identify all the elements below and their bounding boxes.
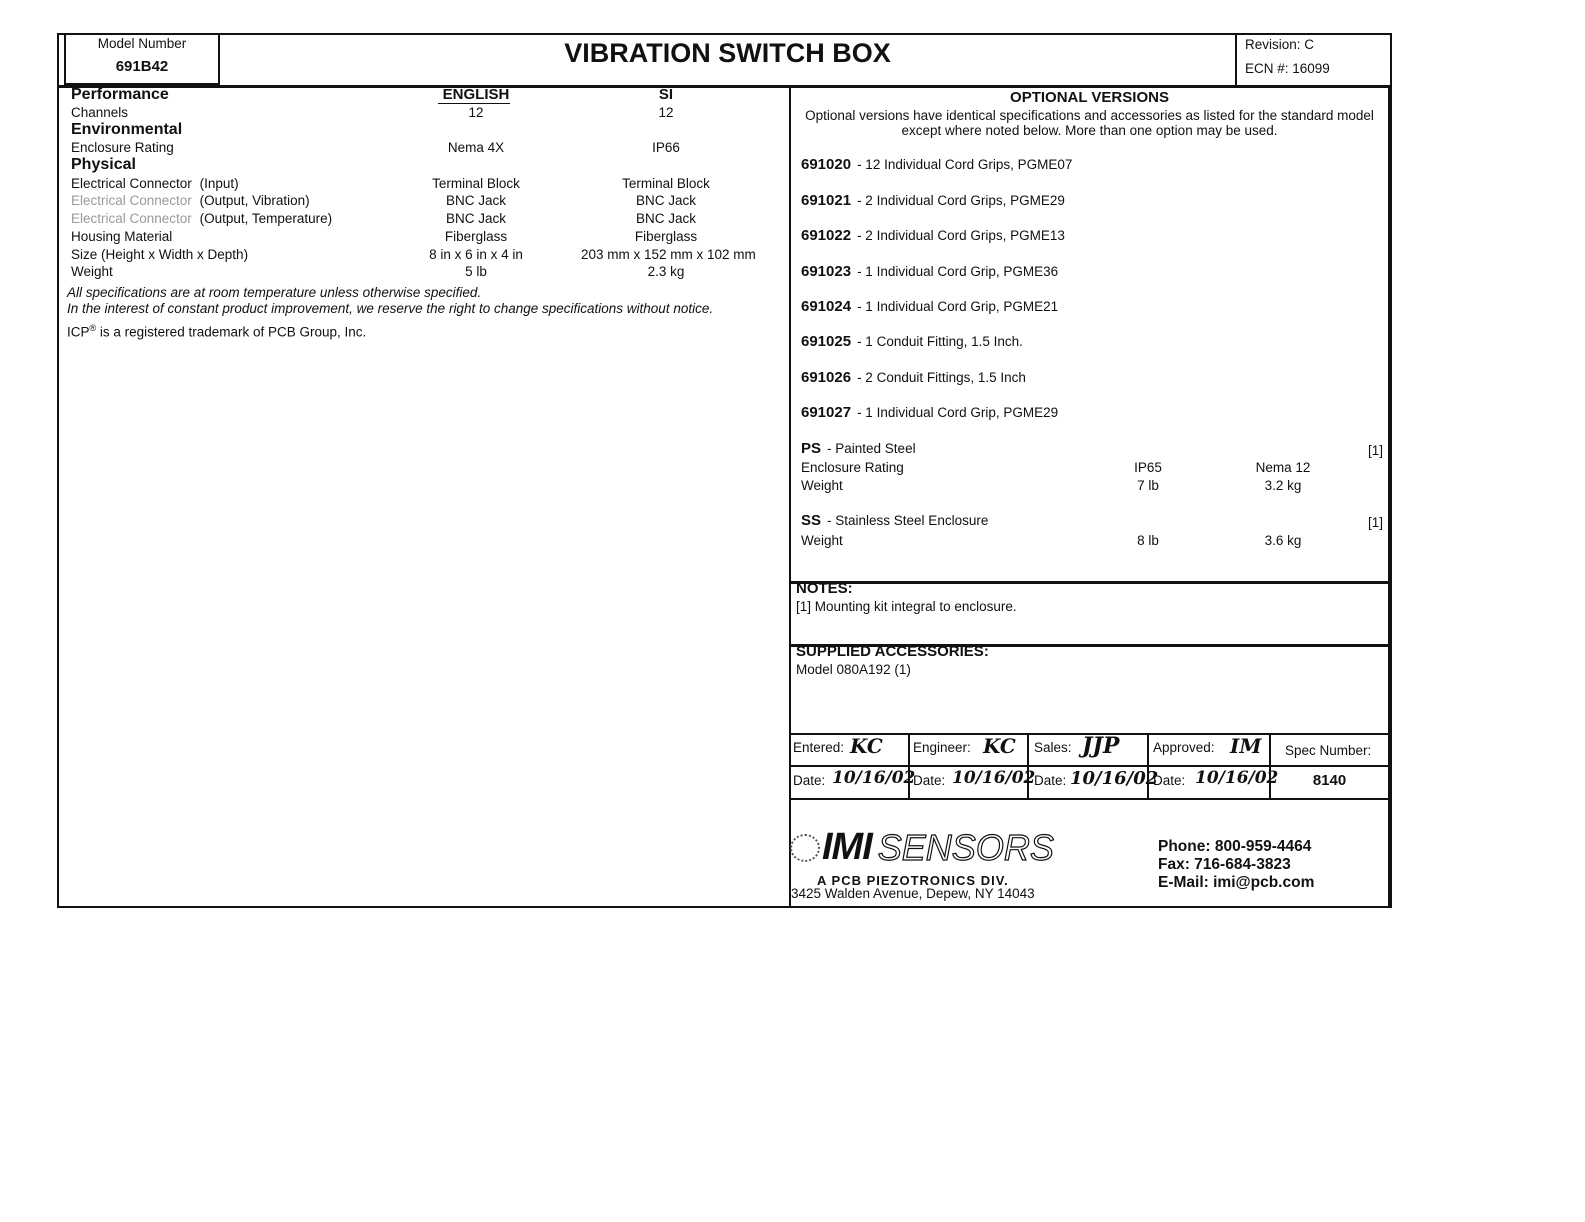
document-title: VIBRATION SWITCH BOX xyxy=(564,38,891,68)
engineer-signature: KC xyxy=(983,734,1016,758)
model-number-label: Model Number xyxy=(97,36,187,51)
trademark-note xyxy=(67,323,366,340)
option-code: 691026 xyxy=(801,369,852,386)
spec-si-value: 2.3 kg xyxy=(647,264,685,279)
option-ss-row-english: 8 lb xyxy=(1137,533,1159,548)
option-code: 691025 xyxy=(801,333,852,350)
company-email: E-Mail: imi@pcb.com xyxy=(1158,874,1315,891)
document-frame xyxy=(57,33,1392,908)
spec-label-suffix: (Input) xyxy=(199,176,239,191)
spec-label-faded: Electrical Connector xyxy=(71,193,192,208)
spec-label: Size (Height x Width x Depth) xyxy=(71,247,249,262)
note-item: [1] Mounting kit integral to enclosure. xyxy=(796,599,1017,614)
option-desc: - 2 Individual Cord Grips, PGME29 xyxy=(857,193,1065,208)
trademark-text: is a registered trademark of PCB Group, Inc. xyxy=(96,324,367,340)
spec-si-value: 12 xyxy=(658,105,674,120)
spec-label: Enclosure Rating xyxy=(71,140,174,155)
ecn-number: ECN #: 16099 xyxy=(1245,61,1330,76)
spec-number-label: Spec Number: xyxy=(1285,743,1372,758)
english-underline xyxy=(438,103,510,104)
option-code: SS xyxy=(801,512,822,529)
accessories-title: SUPPLIED ACCESSORIES: xyxy=(796,643,989,660)
spec-label: Electrical Connector xyxy=(71,176,192,191)
spec-label: Housing Material xyxy=(71,229,173,244)
logo-sensors: SENSORS xyxy=(877,826,1054,868)
spec-english-value: 5 lb xyxy=(465,264,487,279)
spec-english-value: 12 xyxy=(468,105,484,120)
optional-intro-line1: Optional versions have identical specifications and accessories as listed for the standard model xyxy=(805,108,1374,123)
spec-note-improvement: In the interest of constant product improvement, we reserve the right to change specifications without notice. xyxy=(67,301,714,316)
date-label-4: Date: xyxy=(1153,773,1186,788)
option-code: 691021 xyxy=(801,192,852,209)
company-division: A PCB PIEZOTRONICS DIV. xyxy=(817,873,1009,888)
date-value-1: 10/16/02 xyxy=(832,768,916,788)
company-fax: Fax: 716-684-3823 xyxy=(1158,856,1291,873)
approved-label: Approved: xyxy=(1153,740,1215,755)
sales-signature: JJP xyxy=(1082,733,1120,759)
option-ps-row-label: Enclosure Rating xyxy=(801,460,904,475)
option-desc: - 1 Individual Cord Grip, PGME29 xyxy=(857,405,1059,420)
option-note-ref: [1] xyxy=(1368,515,1384,530)
company-phone: Phone: 800-959-4464 xyxy=(1158,838,1312,855)
spec-si-value: BNC Jack xyxy=(635,193,696,208)
option-item-691025 xyxy=(801,333,1023,350)
signoff-mid-rule xyxy=(789,765,1390,767)
section-environmental: Environmental xyxy=(71,121,183,138)
option-item-691023 xyxy=(801,263,1058,280)
date-value-3: 10/16/02 xyxy=(1070,768,1159,789)
spec-row-housing-material xyxy=(71,229,791,247)
option-ps-row-si: 3.2 kg xyxy=(1264,478,1302,493)
option-item-ss xyxy=(801,512,988,529)
option-ss-row-label: Weight xyxy=(801,533,843,548)
notes-top-rule xyxy=(789,581,1390,584)
option-desc: - 2 Conduit Fittings, 1.5 Inch xyxy=(857,370,1026,385)
entered-signature: KC xyxy=(850,734,883,758)
option-code: 691022 xyxy=(801,227,852,244)
notes-title: NOTES: xyxy=(796,580,853,597)
spec-label-suffix: (Output, Temperature) xyxy=(199,211,333,226)
spec-row-weight xyxy=(71,264,791,282)
optional-intro-line2: except where noted below. More than one option may be used. xyxy=(901,123,1278,138)
option-desc: - 2 Individual Cord Grips, PGME13 xyxy=(857,228,1065,243)
spec-row-connector-temperature xyxy=(71,211,791,229)
signoff-col-2 xyxy=(1027,733,1029,798)
spec-english-value: BNC Jack xyxy=(445,193,506,208)
option-code: 691023 xyxy=(801,263,852,280)
option-code: 691020 xyxy=(801,156,852,173)
revision: Revision: C xyxy=(1245,37,1315,52)
registered-mark: ® xyxy=(89,323,97,333)
spec-note-temperature: All specifications are at room temperature unless otherwise specified. xyxy=(67,285,482,300)
logo-swoosh-icon xyxy=(790,834,820,862)
spec-english-value: 8 in x 6 in x 4 in xyxy=(429,247,523,262)
spec-row-connector-input xyxy=(71,176,791,194)
option-desc: - 1 Conduit Fitting, 1.5 Inch. xyxy=(857,334,1023,349)
company-logo xyxy=(790,826,1054,869)
option-item-ps xyxy=(801,440,916,457)
entered-label: Entered: xyxy=(793,740,845,755)
sales-label: Sales: xyxy=(1034,740,1072,755)
spec-label-faded: Electrical Connector xyxy=(71,211,192,226)
center-divider xyxy=(789,85,791,908)
spec-label: Weight xyxy=(71,264,113,279)
trademark-prefix: ICP xyxy=(67,324,90,340)
option-desc: - 1 Individual Cord Grip, PGME36 xyxy=(857,264,1059,279)
date-label-2: Date: xyxy=(913,773,946,788)
logo-imi: IMI xyxy=(822,826,872,868)
spec-english-value: Nema 4X xyxy=(447,140,505,155)
spec-english-value: Terminal Block xyxy=(432,176,520,191)
option-item-691027 xyxy=(801,404,1058,421)
spec-row-connector-vibration xyxy=(71,193,791,211)
accessory-item: Model 080A192 (1) xyxy=(796,662,911,677)
option-item-691022 xyxy=(801,227,1065,244)
company-address: 3425 Walden Avenue, Depew, NY 14043 xyxy=(791,886,1035,901)
option-ps-row-english: IP65 xyxy=(1134,460,1162,475)
spec-si-value: BNC Jack xyxy=(635,211,696,226)
option-ss-row-si: 3.6 kg xyxy=(1264,533,1302,548)
spec-row-size xyxy=(71,247,791,265)
option-code: PS xyxy=(801,440,822,457)
option-ps-row-label: Weight xyxy=(801,478,843,493)
column-english: ENGLISH xyxy=(442,86,510,103)
option-code: 691024 xyxy=(801,298,852,315)
option-desc: - Stainless Steel Enclosure xyxy=(827,513,989,528)
spec-number: 8140 xyxy=(1312,772,1347,789)
approved-signature: IM xyxy=(1230,734,1262,758)
spec-label: Channels xyxy=(71,105,129,120)
date-value-4: 10/16/02 xyxy=(1195,768,1279,788)
spec-si-value: Terminal Block xyxy=(622,176,710,191)
signoff-col-1 xyxy=(908,733,910,798)
option-item-691024 xyxy=(801,298,1058,315)
model-number: 691B42 xyxy=(115,58,169,75)
column-si: SI xyxy=(658,86,674,103)
signoff-bottom-rule xyxy=(789,798,1390,800)
engineer-label: Engineer: xyxy=(913,740,971,755)
option-desc: - Painted Steel xyxy=(827,441,916,456)
date-label-3: Date: xyxy=(1034,773,1067,788)
option-code: 691027 xyxy=(801,404,852,421)
section-physical: Physical xyxy=(71,156,136,173)
option-desc: - 1 Individual Cord Grip, PGME21 xyxy=(857,299,1059,314)
date-label-1: Date: xyxy=(793,773,826,788)
right-inner-border xyxy=(1388,85,1390,908)
option-desc: - 12 Individual Cord Grips, PGME07 xyxy=(857,157,1073,172)
spec-english-value: Fiberglass xyxy=(444,229,508,244)
spec-english-value: BNC Jack xyxy=(445,211,506,226)
section-performance: Performance xyxy=(71,86,169,103)
spec-label-suffix: (Output, Vibration) xyxy=(199,193,310,208)
spec-si-value: Fiberglass xyxy=(634,229,698,244)
option-note-ref: [1] xyxy=(1368,443,1384,458)
option-item-691021 xyxy=(801,192,1065,209)
option-item-691020 xyxy=(801,156,1072,173)
optional-versions-title: OPTIONAL VERSIONS xyxy=(1010,89,1169,106)
option-ps-row-si: Nema 12 xyxy=(1255,460,1311,475)
date-value-2: 10/16/02 xyxy=(952,768,1036,788)
option-ps-row-english: 7 lb xyxy=(1137,478,1159,493)
spec-row-enclosure-rating xyxy=(71,140,791,158)
header-divider xyxy=(1235,33,1237,85)
option-item-691026 xyxy=(801,369,1026,386)
spec-si-value: IP66 xyxy=(652,140,680,155)
spec-si-value: 203 mm x 152 mm x 102 mm xyxy=(581,247,756,262)
